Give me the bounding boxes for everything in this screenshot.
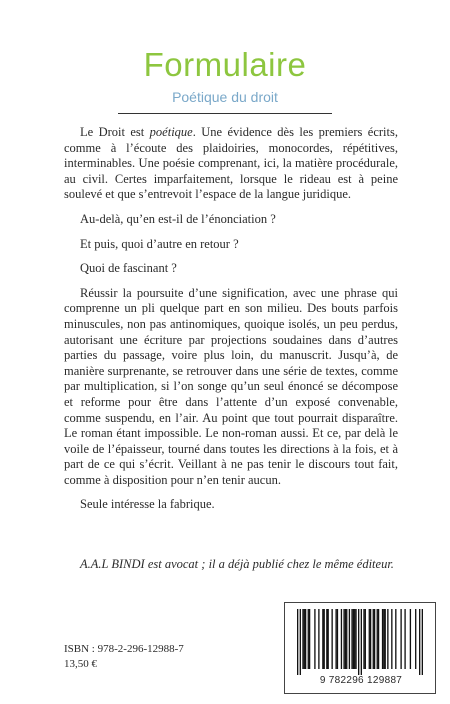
price-label: 13,50 € xyxy=(64,658,97,670)
author-name: A.A.L BINDI xyxy=(80,557,145,571)
barcode-bar xyxy=(373,609,374,669)
barcode-bar xyxy=(395,609,396,669)
barcode-bar xyxy=(304,609,305,669)
paragraph-1-end: . Une évidence dès les premiers écrits, comme à l’écoute des plaidoiries, monocordes, répétitives, interminables. Une poésie comprenant, ici, la matière procédurale, au civil. Certes imparfaitement, lorsque le rideau est à peine soulevé et que s’entrevoit l’espace de la langue juridique. xyxy=(64,125,398,202)
barcode-bar xyxy=(370,609,371,669)
author-bio: est avocat ; il a déjà publié chez le même éditeur. xyxy=(144,557,394,571)
barcode-bar xyxy=(331,609,332,669)
blurb-text xyxy=(64,125,398,522)
barcode-bar xyxy=(324,609,325,669)
barcode-bar xyxy=(377,609,378,669)
book-subtitle: Poétique du droit xyxy=(172,89,278,105)
paragraph-1-emphasis: poétique xyxy=(149,125,193,139)
barcode-bar xyxy=(355,609,356,669)
barcode-bar xyxy=(361,609,362,675)
barcode-bar xyxy=(365,609,366,669)
barcode-bar xyxy=(382,609,383,669)
barcode-bar xyxy=(318,609,319,669)
barcode-bar xyxy=(354,609,355,669)
barcode-bar xyxy=(309,609,310,669)
barcode-bar xyxy=(415,609,416,669)
barcode-bar xyxy=(302,609,303,669)
barcode-bar xyxy=(346,609,347,669)
paragraph-1 xyxy=(64,125,398,203)
paragraph-3: Et puis, quoi d’autre en retour ? xyxy=(80,236,239,251)
barcode xyxy=(284,602,436,694)
barcode-bar xyxy=(385,609,386,669)
barcode-bar xyxy=(383,609,384,669)
paragraph-2: Au-delà, qu’en est-il de l’énonciation ? xyxy=(80,211,276,226)
barcode-bar xyxy=(308,609,309,669)
barcode-bar xyxy=(363,609,364,669)
barcode-bar xyxy=(422,609,423,675)
barcode-bar xyxy=(400,609,401,669)
barcode-bar xyxy=(326,609,327,669)
barcode-bar xyxy=(345,609,346,669)
barcode-bar xyxy=(358,609,359,675)
barcode-bar xyxy=(419,609,420,675)
barcode-bar xyxy=(335,609,336,669)
barcode-bar xyxy=(328,609,329,669)
barcode-bar xyxy=(300,609,301,675)
title-divider xyxy=(118,113,332,114)
barcode-bar xyxy=(337,609,338,669)
barcode-bar xyxy=(404,609,405,669)
paragraph-1-start: Le Droit est xyxy=(80,125,150,139)
barcode-bar xyxy=(297,609,298,675)
barcode-bar xyxy=(378,609,379,669)
barcode-bar xyxy=(351,609,352,669)
barcode-bar xyxy=(391,609,392,669)
author-note xyxy=(64,557,398,573)
barcode-bar xyxy=(369,609,370,669)
barcode-bar xyxy=(349,609,350,669)
isbn-label: ISBN : 978-2-296-12988-7 xyxy=(64,643,184,655)
book-title: Formulaire xyxy=(143,46,307,83)
barcode-bar xyxy=(387,609,388,669)
barcode-bar xyxy=(314,609,315,669)
barcode-bar xyxy=(322,609,323,669)
barcode-bar xyxy=(343,609,344,669)
barcode-bar xyxy=(353,609,354,669)
barcode-bar xyxy=(410,609,411,669)
barcode-bar xyxy=(305,609,306,669)
barcode-digits: 9 782296 129887 xyxy=(319,675,403,686)
barcode-bars xyxy=(297,609,423,675)
barcode-bar xyxy=(341,609,342,669)
barcode-bar xyxy=(374,609,375,669)
paragraph-4: Quoi de fascinant ? xyxy=(80,261,177,276)
paragraph-6: Seule intéresse la fabrique. xyxy=(80,497,215,512)
paragraph-5: Réussir la poursuite d’une signification, avec une phrase qui comprenne un pli quelque part en son milieu. Des bouts parfois minuscules, non pas antinomiques, quoique isolés, un peu perdus, autorisant une écriture par projections soudaines dans d’autres parties du passage, voire plus loin, du manuscrit. Jusqu’à, de manière surprenante, se retrouver dans une série de textes, comme par multiplication, si l’on songe qu’un seul énoncé se décompose et reforme pour être dans l’attente d’un exposé convenable, comme suspendu, en l’air. Au point que tout pourrait disparaître. Le roman étant impossible. Le non-roman aussi. Et ce, par delà le voile de l’épaisseur, tourné dans toutes les directions à la fois, et à part de ce qui s’écrit. Veillant à ne pas tenir le discours tout fait, comme à disposition pour n’en tenir aucun. xyxy=(64,285,398,487)
